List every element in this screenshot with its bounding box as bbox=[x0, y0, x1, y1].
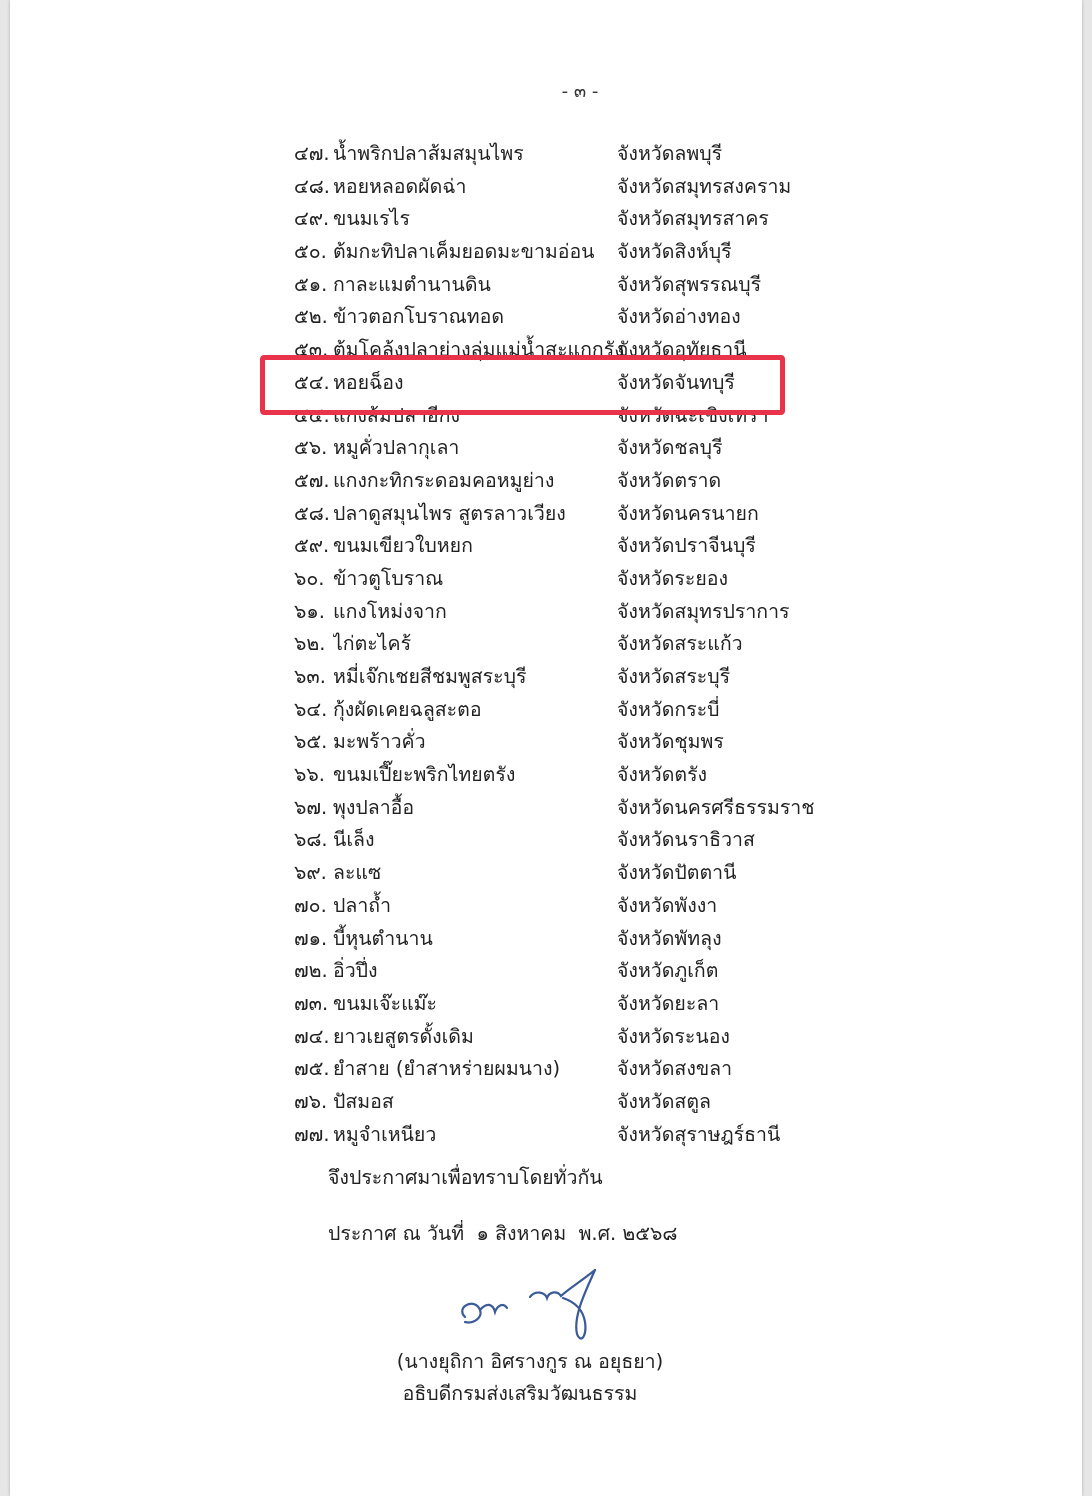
item-number: ๕๖. bbox=[294, 436, 328, 460]
document-page bbox=[10, 0, 1082, 1496]
item-number: ๕๕. bbox=[294, 403, 330, 427]
dish-name: ข้าวตอกโบราณทอด bbox=[333, 305, 505, 329]
province-name: จังหวัดฉะเชิงเทรา bbox=[617, 403, 769, 427]
dish-name: กาละแมตำนานดิน bbox=[333, 272, 491, 296]
announcement-date: ประกาศ ณ วันที่ ๑ สิงหาคม พ.ศ. ๒๕๖๘ bbox=[328, 1222, 678, 1245]
dish-name: ไก่ตะไคร้ bbox=[333, 632, 412, 656]
province-name: จังหวัดสงขลา bbox=[617, 1057, 733, 1081]
dish-name: ยำสาย (ยำสาหร่ายผมนาง) bbox=[333, 1057, 561, 1081]
province-name: จังหวัดระยอง bbox=[617, 566, 729, 590]
province-name: จังหวัดอุทัยธานี bbox=[617, 338, 747, 362]
list-item bbox=[294, 857, 854, 890]
item-number: ๖๒. bbox=[294, 632, 326, 656]
list-item bbox=[294, 465, 854, 498]
province-name: จังหวัดนราธิวาส bbox=[617, 828, 755, 852]
dish-name: ต้มโคล้งปลาย่างลุ่มแม่น้ำสะแกกรัง bbox=[333, 338, 624, 362]
dish-name: กุ้งผัดเคยฉลูสะตอ bbox=[333, 697, 482, 721]
dish-name: หมูจำเหนียว bbox=[333, 1122, 437, 1146]
dish-name: ขนมเปี๊ยะพริกไทยตรัง bbox=[333, 763, 516, 787]
list-item bbox=[294, 1021, 854, 1054]
item-number: ๗๑. bbox=[294, 926, 328, 950]
province-name: จังหวัดกระบี่ bbox=[617, 697, 720, 721]
dish-name: แกงโหม่งจาก bbox=[333, 599, 447, 623]
item-number: ๖๗. bbox=[294, 795, 328, 819]
province-name: จังหวัดภูเก็ต bbox=[617, 959, 719, 983]
province-name: จังหวัดนครศรีธรรมราช bbox=[617, 795, 815, 819]
province-name: จังหวัดพัทลุง bbox=[617, 926, 722, 950]
item-number: ๗๖. bbox=[294, 1089, 328, 1113]
item-number: ๖๙. bbox=[294, 861, 327, 885]
page-number: - ๓ - bbox=[561, 81, 599, 102]
list-item bbox=[294, 563, 854, 596]
item-number: ๗๓. bbox=[294, 991, 329, 1015]
list-item bbox=[294, 661, 854, 694]
dish-name: พุงปลาอื้อ bbox=[333, 795, 415, 819]
province-name: จังหวัดปัตตานี bbox=[617, 861, 737, 885]
list-item bbox=[294, 1086, 854, 1119]
item-number: ๖๑. bbox=[294, 599, 325, 623]
province-name: จังหวัดชุมพร bbox=[617, 730, 724, 754]
item-number: ๕๐. bbox=[294, 240, 327, 264]
item-number: ๕๑. bbox=[294, 272, 328, 296]
signer-title: อธิบดีกรมส่งเสริมวัฒนธรรม bbox=[402, 1382, 638, 1405]
province-name: จังหวัดสตูล bbox=[617, 1089, 711, 1113]
item-number: ๖๖. bbox=[294, 763, 325, 787]
list-item bbox=[294, 530, 854, 563]
dish-list bbox=[294, 138, 854, 1151]
list-item bbox=[294, 203, 854, 236]
item-number: ๗๐. bbox=[294, 893, 327, 917]
province-name: จังหวัดสมุทรสาคร bbox=[617, 207, 769, 231]
dish-name: อิ่วปึ่ง bbox=[333, 959, 378, 983]
province-name: จังหวัดสมุทรสงคราม bbox=[617, 174, 792, 198]
item-number: ๗๗. bbox=[294, 1122, 330, 1146]
dish-name: หมี่เจ๊กเชยสีชมพูสระบุรี bbox=[333, 665, 527, 688]
item-number: ๕๒. bbox=[294, 305, 328, 329]
province-name: จังหวัดพังงา bbox=[617, 893, 718, 917]
list-item bbox=[294, 628, 854, 661]
list-item bbox=[294, 138, 854, 171]
list-item bbox=[294, 1119, 854, 1152]
province-name: จังหวัดสมุทรปราการ bbox=[617, 599, 790, 623]
list-item bbox=[294, 988, 854, 1021]
item-number: ๕๘. bbox=[294, 501, 331, 525]
item-number: ๔๙. bbox=[294, 207, 330, 231]
dish-name: ปลาถ้ำ bbox=[333, 893, 392, 917]
dish-name: นีเล็ง bbox=[333, 828, 375, 852]
dish-name: มะพร้าวคั่ว bbox=[333, 730, 426, 754]
item-number: ๗๒. bbox=[294, 959, 328, 983]
province-name: จังหวัดระนอง bbox=[617, 1024, 730, 1048]
list-item bbox=[294, 923, 854, 956]
list-item bbox=[294, 498, 854, 531]
province-name: จังหวัดลพบุรี bbox=[617, 142, 723, 165]
province-name: จังหวัดสิงห์บุรี bbox=[617, 240, 732, 264]
signature-image bbox=[435, 1262, 625, 1347]
list-item bbox=[294, 596, 854, 629]
item-number: ๔๘. bbox=[294, 174, 331, 198]
list-item bbox=[294, 432, 854, 465]
item-number: ๔๗. bbox=[294, 142, 330, 165]
dish-name: แกงกะทิกระดอมคอหมูย่าง bbox=[333, 468, 555, 492]
dish-name: ต้มกะทิปลาเค็มยอดมะขามอ่อน bbox=[333, 240, 595, 264]
dish-name: แกงส้มปลาอีกง bbox=[333, 403, 460, 427]
province-name: จังหวัดตรัง bbox=[617, 763, 708, 787]
province-name: จังหวัดยะลา bbox=[617, 991, 720, 1015]
item-number: ๖๘. bbox=[294, 828, 328, 852]
item-number: ๖๔. bbox=[294, 697, 328, 721]
province-name: จังหวัดตราด bbox=[617, 468, 722, 492]
list-item bbox=[294, 792, 854, 825]
highlight-box bbox=[260, 355, 785, 415]
dish-name: บี้หุนตำนาน bbox=[333, 926, 433, 950]
dish-name: ยาวเยสูตรดั้งเดิม bbox=[333, 1024, 474, 1048]
province-name: จังหวัดสระบุรี bbox=[617, 665, 731, 688]
province-name: จังหวัดสระแก้ว bbox=[617, 632, 743, 656]
dish-name: หอยหลอดผัดฉ่า bbox=[333, 174, 467, 198]
list-item bbox=[294, 955, 854, 988]
item-number: ๖๐. bbox=[294, 566, 325, 590]
list-item bbox=[294, 890, 854, 923]
list-item bbox=[294, 301, 854, 334]
dish-name: ละแซ bbox=[333, 861, 382, 885]
province-name: จังหวัดปราจีนบุรี bbox=[617, 534, 756, 558]
dish-name: ปัสมอส bbox=[333, 1089, 394, 1113]
item-number: ๕๙. bbox=[294, 534, 330, 558]
dish-name: ข้าวตูโบราณ bbox=[333, 566, 444, 590]
province-name: จังหวัดจันทบุรี bbox=[617, 370, 735, 394]
province-name: จังหวัดชลบุรี bbox=[617, 436, 723, 460]
list-item bbox=[294, 236, 854, 269]
item-number: ๕๗. bbox=[294, 468, 330, 492]
list-item bbox=[294, 824, 854, 857]
list-item bbox=[294, 694, 854, 727]
dish-name: ขนมเขียวใบหยก bbox=[333, 534, 473, 558]
closing-statement: จึงประกาศมาเพื่อทราบโดยทั่วกัน bbox=[328, 1166, 603, 1189]
list-item bbox=[294, 171, 854, 204]
dish-name: น้ำพริกปลาส้มสมุนไพร bbox=[333, 142, 524, 165]
item-number: ๖๕. bbox=[294, 730, 328, 754]
dish-name: ขนมเจ๊ะแม๊ะ bbox=[333, 991, 437, 1015]
item-number: ๗๕. bbox=[294, 1057, 330, 1081]
list-item bbox=[294, 269, 854, 302]
item-number: ๗๔. bbox=[294, 1024, 330, 1048]
province-name: จังหวัดสุราษฎร์ธานี bbox=[617, 1122, 781, 1146]
province-name: จังหวัดนครนายก bbox=[617, 501, 759, 525]
item-number: ๕๔. bbox=[294, 370, 330, 394]
dish-name: หอยฉ็อง bbox=[333, 370, 404, 394]
dish-name: ขนมเรไร bbox=[333, 207, 410, 231]
item-number: ๕๓. bbox=[294, 338, 329, 362]
list-item bbox=[294, 1053, 854, 1086]
signer-name: (นางยุถิกา อิศรางกูร ณ อยุธยา) bbox=[396, 1350, 664, 1373]
dish-name: หมูคั่วปลากุเลา bbox=[333, 436, 460, 460]
province-name: จังหวัดอ่างทอง bbox=[617, 305, 741, 329]
list-item bbox=[294, 726, 854, 759]
province-name: จังหวัดสุพรรณบุรี bbox=[617, 272, 762, 296]
item-number: ๖๓. bbox=[294, 665, 326, 688]
list-item bbox=[294, 759, 854, 792]
dish-name: ปลาดูสมุนไพร สูตรลาวเวียง bbox=[333, 501, 566, 525]
